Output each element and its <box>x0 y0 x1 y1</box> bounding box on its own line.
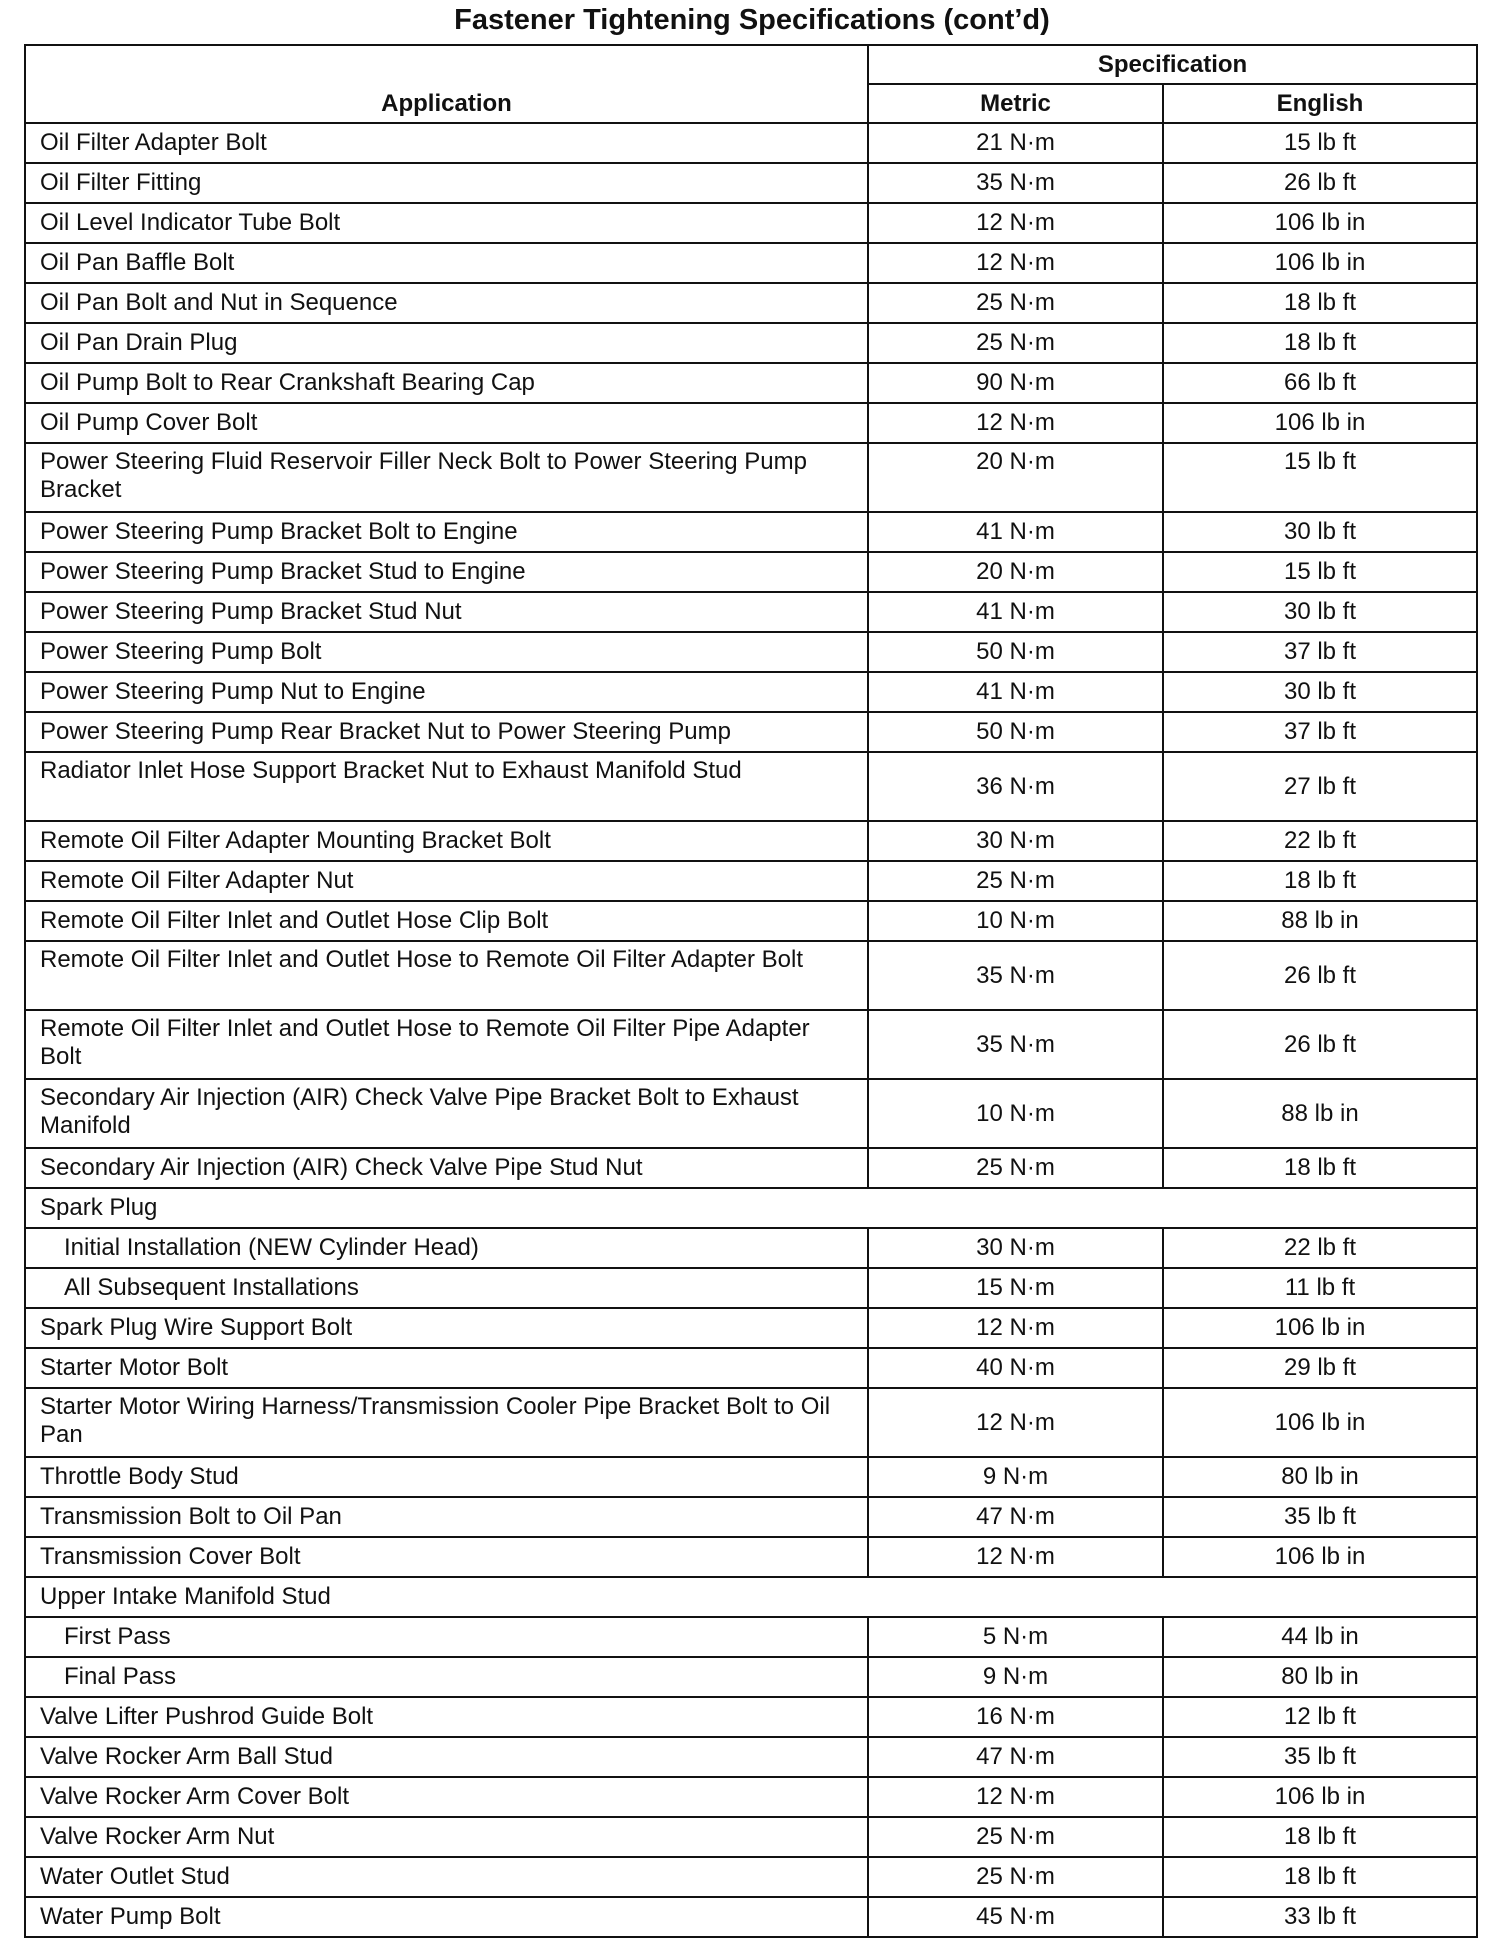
metric-cell: 35 N·m <box>868 1010 1163 1079</box>
table-row <box>25 1268 1477 1308</box>
english-cell: 22 lb ft <box>1163 1228 1477 1268</box>
english-cell: 11 lb ft <box>1163 1268 1477 1308</box>
application-cell: Remote Oil Filter Inlet and Outlet Hose to Remote Oil Filter Pipe Adapter Bolt <box>25 1010 868 1079</box>
application-cell: Water Pump Bolt <box>25 1897 868 1937</box>
english-cell: 106 lb in <box>1163 1777 1477 1817</box>
table-row <box>25 1388 1477 1457</box>
english-cell: 33 lb ft <box>1163 1897 1477 1937</box>
english-cell: 18 lb ft <box>1163 1148 1477 1188</box>
english-cell: 12 lb ft <box>1163 1697 1477 1737</box>
metric-cell: 50 N·m <box>868 632 1163 672</box>
english-cell: 37 lb ft <box>1163 632 1477 672</box>
header-english: English <box>1163 84 1477 123</box>
table-row <box>25 1657 1477 1697</box>
english-cell: 26 lb ft <box>1163 1010 1477 1079</box>
table-row <box>25 941 1477 1010</box>
page-title: Fastener Tightening Specifications (cont’d) <box>454 4 1050 36</box>
metric-cell: 12 N·m <box>868 203 1163 243</box>
table-row <box>25 1697 1477 1737</box>
english-cell: 26 lb ft <box>1163 163 1477 203</box>
application-cell: Power Steering Pump Bracket Bolt to Engine <box>25 512 868 552</box>
metric-cell: 5 N·m <box>868 1617 1163 1657</box>
application-cell: Throttle Body Stud <box>25 1457 868 1497</box>
table-row <box>25 283 1477 323</box>
application-cell: Water Outlet Stud <box>25 1857 868 1897</box>
table-row <box>25 323 1477 363</box>
application-cell: Starter Motor Bolt <box>25 1348 868 1388</box>
english-cell: 106 lb in <box>1163 243 1477 283</box>
application-cell: Power Steering Pump Nut to Engine <box>25 672 868 712</box>
metric-cell: 12 N·m <box>868 1537 1163 1577</box>
table-row <box>25 403 1477 443</box>
header-specification: Specification <box>868 45 1477 84</box>
metric-cell: 25 N·m <box>868 1148 1163 1188</box>
group-label: Spark Plug <box>25 1188 1477 1228</box>
application-cell: Valve Rocker Arm Cover Bolt <box>25 1777 868 1817</box>
application-cell: Remote Oil Filter Inlet and Outlet Hose Clip Bolt <box>25 901 868 941</box>
table-header <box>25 45 1477 123</box>
english-cell: 18 lb ft <box>1163 283 1477 323</box>
english-cell: 26 lb ft <box>1163 941 1477 1010</box>
english-cell: 80 lb in <box>1163 1457 1477 1497</box>
specifications-table <box>24 44 1478 1938</box>
table-row <box>25 1737 1477 1777</box>
metric-cell: 9 N·m <box>868 1457 1163 1497</box>
metric-cell: 40 N·m <box>868 1348 1163 1388</box>
table-row <box>25 243 1477 283</box>
table-row <box>25 592 1477 632</box>
english-cell: 37 lb ft <box>1163 712 1477 752</box>
application-cell: Oil Pump Bolt to Rear Crankshaft Bearing Cap <box>25 363 868 403</box>
metric-cell: 12 N·m <box>868 243 1163 283</box>
application-cell: Power Steering Pump Rear Bracket Nut to Power Steering Pump <box>25 712 868 752</box>
table-row <box>25 1079 1477 1148</box>
application-cell: Power Steering Pump Bracket Stud to Engine <box>25 552 868 592</box>
english-cell: 106 lb in <box>1163 1308 1477 1348</box>
table-row <box>25 632 1477 672</box>
table-row <box>25 712 1477 752</box>
metric-cell: 25 N·m <box>868 283 1163 323</box>
table-row <box>25 1010 1477 1079</box>
metric-cell: 20 N·m <box>868 443 1163 512</box>
table-row <box>25 821 1477 861</box>
english-cell: 15 lb ft <box>1163 123 1477 163</box>
table-row <box>25 1308 1477 1348</box>
metric-cell: 25 N·m <box>868 861 1163 901</box>
application-cell: All Subsequent Installations <box>25 1268 868 1308</box>
table-row <box>25 1777 1477 1817</box>
metric-cell: 41 N·m <box>868 592 1163 632</box>
table-group-row <box>25 1577 1477 1617</box>
table-row <box>25 552 1477 592</box>
table-row <box>25 672 1477 712</box>
table-row <box>25 443 1477 512</box>
application-cell: Radiator Inlet Hose Support Bracket Nut to Exhaust Manifold Stud <box>25 752 868 821</box>
application-cell: Power Steering Pump Bracket Stud Nut <box>25 592 868 632</box>
application-cell: Remote Oil Filter Adapter Mounting Bracket Bolt <box>25 821 868 861</box>
metric-cell: 25 N·m <box>868 323 1163 363</box>
application-cell: Oil Filter Adapter Bolt <box>25 123 868 163</box>
application-cell: Initial Installation (NEW Cylinder Head) <box>25 1228 868 1268</box>
application-cell: Secondary Air Injection (AIR) Check Valve Pipe Stud Nut <box>25 1148 868 1188</box>
application-cell: Oil Level Indicator Tube Bolt <box>25 203 868 243</box>
table-group-row <box>25 1188 1477 1228</box>
table-row <box>25 1348 1477 1388</box>
metric-cell: 12 N·m <box>868 1308 1163 1348</box>
english-cell: 35 lb ft <box>1163 1737 1477 1777</box>
table-row <box>25 1897 1477 1937</box>
metric-cell: 10 N·m <box>868 1079 1163 1148</box>
table-row <box>25 1857 1477 1897</box>
english-cell: 15 lb ft <box>1163 443 1477 512</box>
metric-cell: 21 N·m <box>868 123 1163 163</box>
application-cell: Transmission Bolt to Oil Pan <box>25 1497 868 1537</box>
english-cell: 22 lb ft <box>1163 821 1477 861</box>
table-row <box>25 1537 1477 1577</box>
table-row <box>25 861 1477 901</box>
application-cell: Valve Rocker Arm Ball Stud <box>25 1737 868 1777</box>
application-cell: Secondary Air Injection (AIR) Check Valve Pipe Bracket Bolt to Exhaust Manifold <box>25 1079 868 1148</box>
metric-cell: 35 N·m <box>868 941 1163 1010</box>
metric-cell: 25 N·m <box>868 1857 1163 1897</box>
application-cell: Spark Plug Wire Support Bolt <box>25 1308 868 1348</box>
metric-cell: 41 N·m <box>868 672 1163 712</box>
application-cell: Remote Oil Filter Adapter Nut <box>25 861 868 901</box>
metric-cell: 10 N·m <box>868 901 1163 941</box>
metric-cell: 45 N·m <box>868 1897 1163 1937</box>
metric-cell: 9 N·m <box>868 1657 1163 1697</box>
english-cell: 106 lb in <box>1163 1388 1477 1457</box>
metric-cell: 90 N·m <box>868 363 1163 403</box>
metric-cell: 20 N·m <box>868 552 1163 592</box>
english-cell: 106 lb in <box>1163 403 1477 443</box>
english-cell: 30 lb ft <box>1163 592 1477 632</box>
metric-cell: 35 N·m <box>868 163 1163 203</box>
application-cell: Final Pass <box>25 1657 868 1697</box>
application-cell: First Pass <box>25 1617 868 1657</box>
table-row <box>25 1497 1477 1537</box>
header-metric: Metric <box>868 84 1163 123</box>
english-cell: 66 lb ft <box>1163 363 1477 403</box>
application-cell: Valve Rocker Arm Nut <box>25 1817 868 1857</box>
metric-cell: 50 N·m <box>868 712 1163 752</box>
table-body <box>25 123 1477 1937</box>
english-cell: 88 lb in <box>1163 1079 1477 1148</box>
application-cell: Power Steering Fluid Reservoir Filler Neck Bolt to Power Steering Pump Bracket <box>25 443 868 512</box>
table-row <box>25 163 1477 203</box>
application-cell: Oil Pan Baffle Bolt <box>25 243 868 283</box>
metric-cell: 30 N·m <box>868 821 1163 861</box>
application-cell: Oil Filter Fitting <box>25 163 868 203</box>
english-cell: 18 lb ft <box>1163 861 1477 901</box>
application-cell: Oil Pump Cover Bolt <box>25 403 868 443</box>
metric-cell: 47 N·m <box>868 1497 1163 1537</box>
english-cell: 88 lb in <box>1163 901 1477 941</box>
metric-cell: 16 N·m <box>868 1697 1163 1737</box>
table-row <box>25 203 1477 243</box>
table-row <box>25 1228 1477 1268</box>
metric-cell: 41 N·m <box>868 512 1163 552</box>
english-cell: 106 lb in <box>1163 1537 1477 1577</box>
metric-cell: 12 N·m <box>868 403 1163 443</box>
english-cell: 80 lb in <box>1163 1657 1477 1697</box>
metric-cell: 15 N·m <box>868 1268 1163 1308</box>
metric-cell: 25 N·m <box>868 1817 1163 1857</box>
application-cell: Oil Pan Bolt and Nut in Sequence <box>25 283 868 323</box>
english-cell: 29 lb ft <box>1163 1348 1477 1388</box>
table-row <box>25 1617 1477 1657</box>
english-cell: 27 lb ft <box>1163 752 1477 821</box>
table-row <box>25 1457 1477 1497</box>
header-application: Application <box>25 45 868 123</box>
english-cell: 18 lb ft <box>1163 1817 1477 1857</box>
table-row <box>25 512 1477 552</box>
metric-cell: 12 N·m <box>868 1388 1163 1457</box>
application-cell: Transmission Cover Bolt <box>25 1537 868 1577</box>
application-cell: Power Steering Pump Bolt <box>25 632 868 672</box>
metric-cell: 12 N·m <box>868 1777 1163 1817</box>
english-cell: 44 lb in <box>1163 1617 1477 1657</box>
table-row <box>25 123 1477 163</box>
application-cell: Valve Lifter Pushrod Guide Bolt <box>25 1697 868 1737</box>
english-cell: 18 lb ft <box>1163 323 1477 363</box>
metric-cell: 36 N·m <box>868 752 1163 821</box>
application-cell: Remote Oil Filter Inlet and Outlet Hose to Remote Oil Filter Adapter Bolt <box>25 941 868 1010</box>
english-cell: 35 lb ft <box>1163 1497 1477 1537</box>
table-row <box>25 1817 1477 1857</box>
table-row <box>25 901 1477 941</box>
table-row <box>25 363 1477 403</box>
metric-cell: 47 N·m <box>868 1737 1163 1777</box>
english-cell: 106 lb in <box>1163 203 1477 243</box>
english-cell: 30 lb ft <box>1163 512 1477 552</box>
table-row <box>25 1148 1477 1188</box>
table-row <box>25 752 1477 821</box>
english-cell: 15 lb ft <box>1163 552 1477 592</box>
application-cell: Starter Motor Wiring Harness/Transmission Cooler Pipe Bracket Bolt to Oil Pan <box>25 1388 868 1457</box>
english-cell: 18 lb ft <box>1163 1857 1477 1897</box>
group-label: Upper Intake Manifold Stud <box>25 1577 1477 1617</box>
application-cell: Oil Pan Drain Plug <box>25 323 868 363</box>
metric-cell: 30 N·m <box>868 1228 1163 1268</box>
english-cell: 30 lb ft <box>1163 672 1477 712</box>
